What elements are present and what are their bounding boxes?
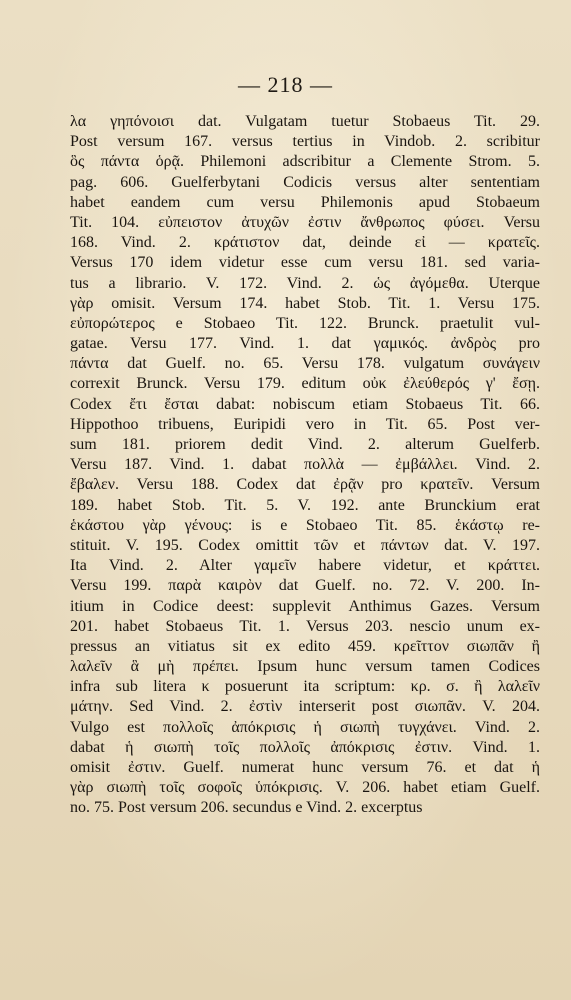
text-line: stituit. V. 195. Codex omittit τῶν et πάντων dat. V. 197. [70, 536, 540, 554]
text-line: πάντα dat Guelf. no. 65. Versu 178. vulgatum συνάγειν [70, 355, 540, 373]
text-line: Versu 199. παρὰ καιρὸν dat Guelf. no. 72. V. 200. In- [70, 577, 540, 595]
text-line: Post versum 167. versus tertius in Vindob. 2. scribitur [70, 133, 540, 151]
text-line: omisit ἐστιν. Guelf. numerat hunc versum 76. et dat ἡ [70, 759, 540, 776]
text-line: Ita Vind. 2. Alter γαμεῖν habere videtur, et κράττει. [70, 557, 540, 575]
text-line: Versu 187. Vind. 1. dabat πολλὰ — ἐμβάλλει. Vind. 2. [70, 456, 540, 474]
text-line: ἔβαλεν. Versu 188. Codex dat ἐρᾷν pro κρατεῖν. Versum [70, 476, 540, 494]
text-line: 201. habet Stobaeus Tit. 1. Versus 203. nescio unum ex- [70, 617, 540, 635]
text-line: pag. 606. Guelferbytani Codicis versus alter sententiam [70, 173, 540, 191]
text-line: ἑκάστου γὰρ γένους: is e Stobaeo Tit. 85. ἑκάστῳ re- [70, 516, 540, 534]
text-line: Codex ἔτι ἔσται dabat: nobiscum etiam Stobaeus Tit. 66. [70, 395, 540, 413]
text-line: tus a librario. V. 172. Vind. 2. ὡς ἀγόμεθα. Uterque [70, 274, 540, 292]
text-line: infra sub litera κ posuerunt ita scriptum: κρ. σ. ἢ λαλεῖν [70, 678, 540, 696]
text-line: Versus 170 idem videtur esse cum versu 181. sed varia- [70, 254, 540, 272]
text-line: λα γηπόνοισι dat. Vulgatam tuetur Stobaeus Tit. 29. [70, 113, 540, 130]
text-line: γὰρ σιωπὴ τοῖς σοφοῖς ὑπόκρισις. V. 206. habet etiam Guelf. [70, 779, 540, 797]
text-line: λαλεῖν ἃ μὴ πρέπει. Ipsum hunc versum tamen Codices [70, 658, 540, 676]
text-line: γὰρ omisit. Versum 174. habet Stob. Tit. 1. Versu 175. [70, 294, 540, 312]
text-line: 189. habet Stob. Tit. 5. V. 192. ante Brunckium erat [70, 496, 540, 514]
text-line: gatae. Versu 177. Vind. 1. dat γαμικός. ἀνδρὸς pro [70, 335, 540, 353]
text-line: correxit Brunck. Versu 179. editum οὐκ ἐλεύθερός γ' ἔσῃ. [70, 375, 540, 393]
text-line: εὐπορώτερος e Stobaeo Tit. 122. Brunck. praetulit vul- [70, 314, 540, 332]
text-line: pressus an vitiatus sit ex edito 459. κρεῖττον σιωπᾶν ἢ [70, 637, 540, 655]
text-line: μάτην. Sed Vind. 2. ἐστὶν interserit post σιωπᾶν. V. 204. [70, 698, 540, 716]
text-line: sum 181. priorem dedit Vind. 2. alterum Guelferb. [70, 436, 540, 453]
text-line: Vulgo est πολλοῖς ἀπόκρισις ἡ σιωπὴ τυγχάνει. Vind. 2. [70, 718, 540, 736]
text-line: habet eandem cum versu Philemonis apud Stobaeum [70, 193, 540, 211]
text-line: itium in Codice deest: supplevit Anthimus Gazes. Versum [70, 597, 540, 615]
text-line: no. 75. Post versum 206. secundus e Vind. 2. excerptus [70, 799, 423, 817]
text-line: Hippothoo tribuens, Euripidi vero in Tit. 65. Post ver- [70, 415, 540, 433]
text-line: dabat ἡ σιωπὴ τοῖς πολλοῖς ἀπόκρισις ἐστιν. Vind. 1. [70, 738, 540, 756]
text-line: ὃς πάντα ὁρᾷ. Philemoni adscribitur a Clemente Strom. 5. [70, 153, 540, 171]
text-line: 168. Vind. 2. κράτιστον dat, deinde εἰ — κρατεῖς. [70, 234, 540, 252]
text-line: Tit. 104. εὐπειστον ἀτυχῶν ἐστιν ἄνθρωπος φύσει. Versu [70, 213, 540, 231]
body-text [70, 112, 540, 819]
page-number-header: — 218 — [238, 72, 333, 97]
